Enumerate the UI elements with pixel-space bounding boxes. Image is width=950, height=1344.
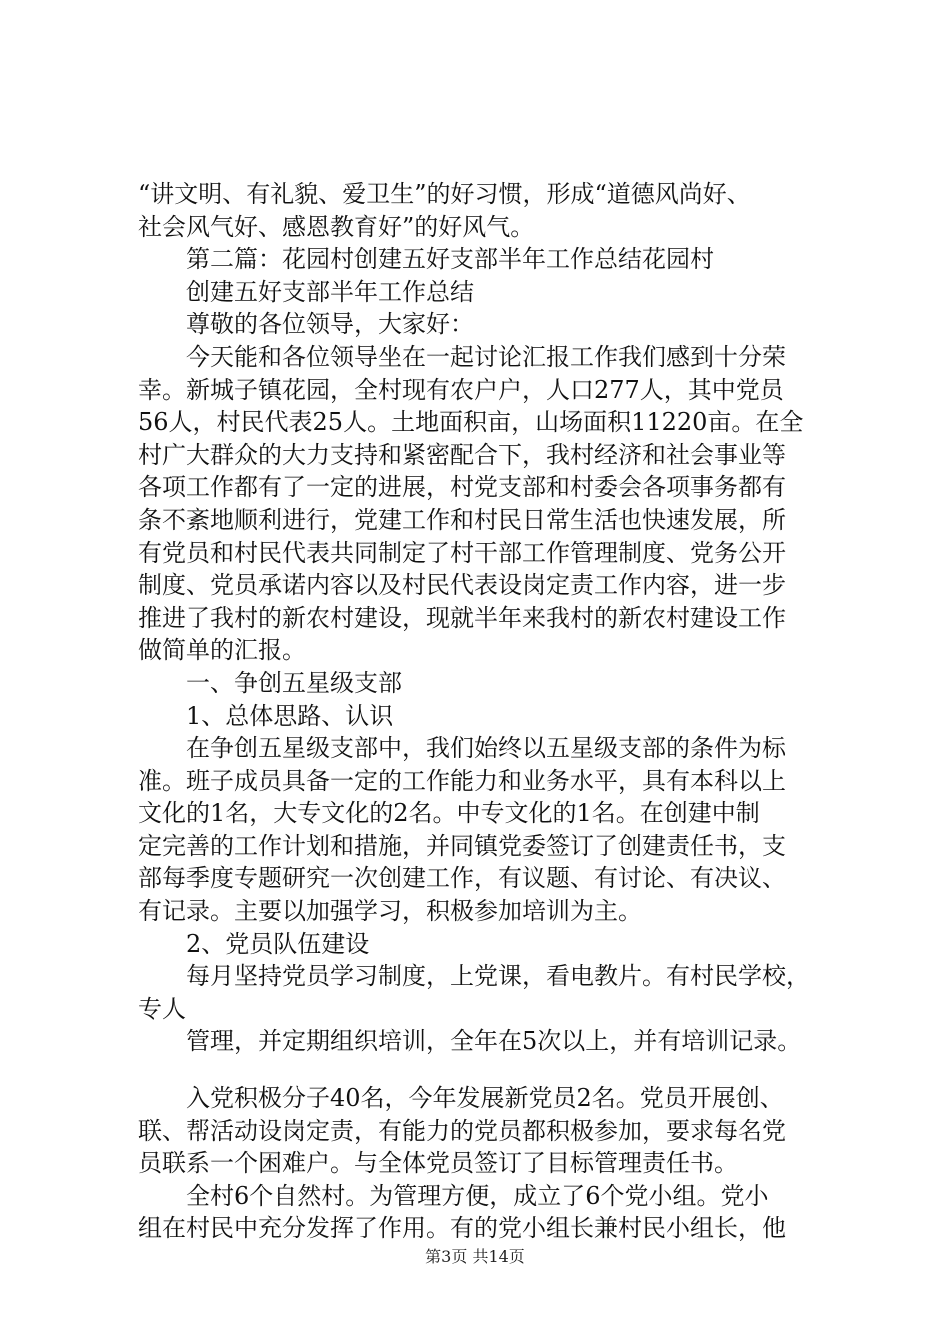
- text-line: 制度、党员承诺内容以及村民代表设岗定责工作内容，进一步: [138, 571, 786, 600]
- text-line: 员联系一个困难户。与全体党员签订了目标管理责任书。: [138, 1149, 738, 1178]
- text-line: 定完善的工作计划和措施，并同镇党委签订了创建责任书，支: [138, 831, 786, 860]
- text-line: 56人，村民代表25人。土地面积亩，山场面积11220亩。在全: [138, 408, 804, 437]
- text-line: 有党员和村民代表共同制定了村干部工作管理制度、党务公开: [138, 538, 786, 567]
- text-line: 组在村民中充分发挥了作用。有的党小组长兼村民小组长，他: [138, 1214, 786, 1243]
- text-line: 每月坚持党员学习制度，上党课，看电教片。有村民学校，: [186, 962, 810, 991]
- text-line: 条不紊地顺利进行，党建工作和村民日常生活也快速发展，所: [138, 505, 786, 534]
- section-heading: 一、争创五星级支部: [186, 668, 402, 697]
- text-line: 管理，并定期组织培训，全年在5次以上，并有培训记录。: [186, 1027, 802, 1056]
- text-line: “讲文明、有礼貌、爱卫生”的好习惯，形成“道德风尚好、: [138, 180, 751, 208]
- section-heading: 第二篇：花园村创建五好支部半年工作总结花园村: [186, 245, 714, 274]
- page-number-footer: 第3页 共14页: [425, 1247, 525, 1266]
- text-line: 文化的1名，大专文化的2名。中专文化的1名。在创建中制: [138, 799, 760, 828]
- text-line: 专人: [138, 994, 186, 1023]
- section-heading: 创建五好支部半年工作总结: [186, 277, 474, 306]
- salutation: 尊敬的各位领导，大家好：: [186, 310, 474, 339]
- paragraph-gap: [138, 1058, 838, 1082]
- text-line: 各项工作都有了一定的进展，村党支部和村委会各项事务都有: [138, 473, 786, 502]
- text-line: 村广大群众的大力支持和紧密配合下，我村经济和社会事业等: [138, 440, 786, 469]
- text-line: 社会风气好、感恩教育好”的好风气。: [138, 212, 535, 241]
- text-line: 做简单的汇报。: [138, 636, 306, 665]
- text-line: 全村6个自然村。为管理方便，成立了6个党小组。党小: [186, 1181, 769, 1210]
- document-body: [138, 178, 838, 1245]
- text-line: 幸。新城子镇花园，全村现有农户户，人口277人，其中党员: [138, 375, 784, 404]
- subsection-heading: 1、总体思路、认识: [186, 701, 394, 730]
- text-line: 部每季度专题研究一次创建工作，有议题、有讨论、有决议、: [138, 864, 786, 893]
- text-line: 联、帮活动设岗定责，有能力的党员都积极参加，要求每名党: [138, 1116, 786, 1145]
- text-line: 入党积极分子40名，今年发展新党员2名。党员开展创、: [186, 1084, 784, 1113]
- text-line: 推进了我村的新农村建设，现就半年来我村的新农村建设工作: [138, 603, 786, 632]
- subsection-heading: 2、党员队伍建设: [186, 929, 370, 958]
- text-line: 准。班子成员具备一定的工作能力和业务水平，具有本科以上: [138, 766, 786, 795]
- text-line: 在争创五星级支部中，我们始终以五星级支部的条件为标: [186, 734, 786, 763]
- text-line: 有记录。主要以加强学习，积极参加培训为主。: [138, 897, 642, 926]
- text-line: 今天能和各位领导坐在一起讨论汇报工作我们感到十分荣: [186, 342, 786, 371]
